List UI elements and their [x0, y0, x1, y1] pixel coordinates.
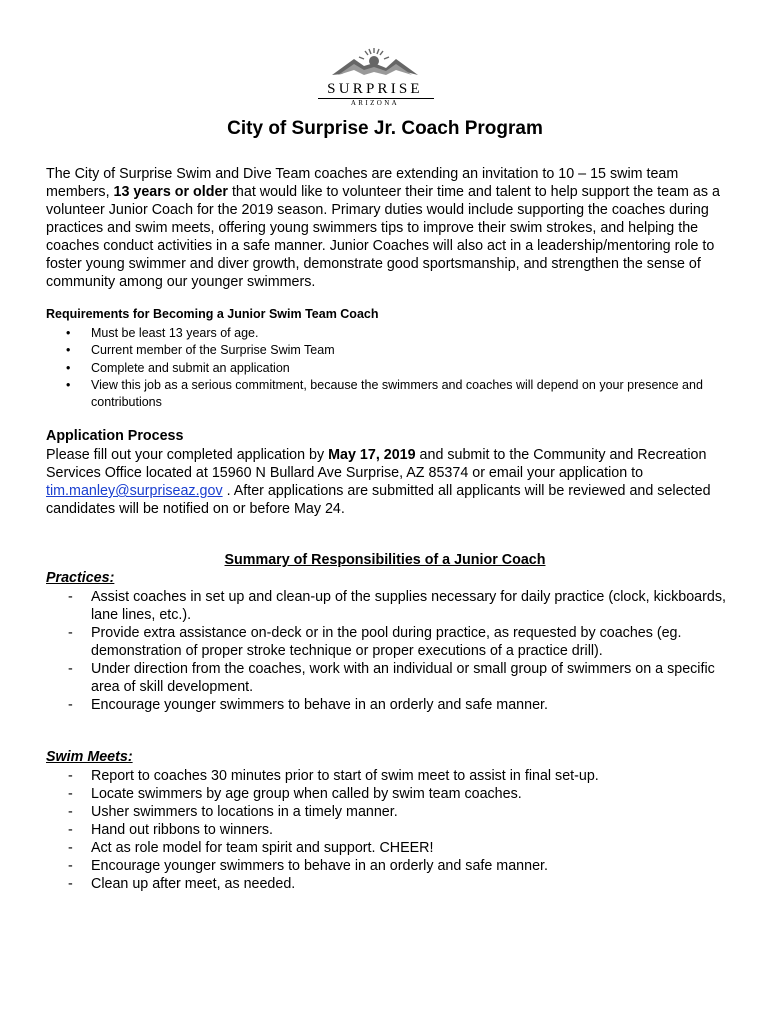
intro-text-1: The City of Surprise Swim and Dive Team coaches are extending an invitation to 10 – 15 swim team members, — [46, 166, 679, 200]
logo-wordmark: SURPRISE — [327, 81, 423, 97]
requirements-list — [46, 325, 716, 411]
practices-heading: Practices: — [46, 570, 115, 586]
application-paragraph — [46, 446, 736, 518]
requirements-heading: Requirements for Becoming a Junior Swim Team Coach — [46, 307, 379, 321]
list-item: - Clean up after meet, as needed. — [46, 875, 736, 893]
intro-age-requirement: 13 years or older — [113, 184, 228, 200]
summary-heading: Summary of Responsibilities of a Junior Coach — [224, 552, 546, 568]
intro-text-2: that would like to volunteer their time and talent to help support the team as a volunteer Junior Coach for the 2019 season. Primary duties would include supporting the coaches during practices and swim meets, offering young swimmers tips to improve their swim strokes, and helping the coaches conduct activities in a safe manner. Junior Coaches will also act in a leadership/mentoring role to foster young swimmer and diver growth, demonstrate good sportsmanship, and strengthen the sense of community among our younger swimmers. — [46, 184, 720, 290]
application-text-2: and submit to the Community and Recreation Services Office located at 15960 N Bullard Ave Surprise, AZ 85374 or email your application to — [46, 447, 707, 481]
list-item: - Under direction from the coaches, work with an individual or small group of swimmers on a specific area of skill development. — [46, 660, 736, 696]
list-item: - Encourage younger swimmers to behave in an orderly and safe manner. — [46, 696, 736, 714]
swim-meets-heading: Swim Meets: — [46, 749, 133, 765]
list-item: • Complete and submit an application — [46, 360, 716, 377]
application-heading: Application Process — [46, 428, 184, 444]
list-item: • Current member of the Surprise Swim Team — [46, 342, 716, 359]
intro-paragraph — [46, 165, 736, 291]
application-deadline: May 17, 2019 — [328, 447, 416, 463]
list-item: - Usher swimmers to locations in a timely manner. — [46, 803, 736, 821]
list-item: - Locate swimmers by age group when called by swim team coaches. — [46, 785, 736, 803]
email-link[interactable]: tim.manley@surpriseaz.gov — [46, 483, 223, 499]
swim-meets-list — [46, 767, 736, 893]
list-item: - Act as role model for team spirit and support. CHEER! — [46, 839, 736, 857]
page-title: City of Surprise Jr. Coach Program — [227, 118, 543, 139]
list-item: - Encourage younger swimmers to behave in an orderly and safe manner. — [46, 857, 736, 875]
application-text-1: Please fill out your completed application by — [46, 447, 329, 463]
application-text-3: . After applications are submitted all applicants will be reviewed and selected candidates will be notified on or before May 24. — [46, 483, 711, 517]
list-item: - Report to coaches 30 minutes prior to start of swim meet to assist in final set-up. — [46, 767, 736, 785]
list-item: • Must be least 13 years of age. — [46, 325, 716, 342]
logo-subtitle: ARIZONA — [350, 99, 400, 107]
list-item: - Hand out ribbons to winners. — [46, 821, 736, 839]
list-item: - Assist coaches in set up and clean-up of the supplies necessary for daily practice (clock, kickboards, lane lines, etc.). — [46, 588, 736, 624]
list-item: - Provide extra assistance on-deck or in the pool during practice, as requested by coaches (eg. demonstration of proper stroke technique or proper executions of a practice drill). — [46, 624, 736, 660]
practices-list — [46, 588, 736, 714]
list-item: • View this job as a serious commitment, because the swimmers and coaches will depend on your presence and contributions — [46, 377, 716, 412]
